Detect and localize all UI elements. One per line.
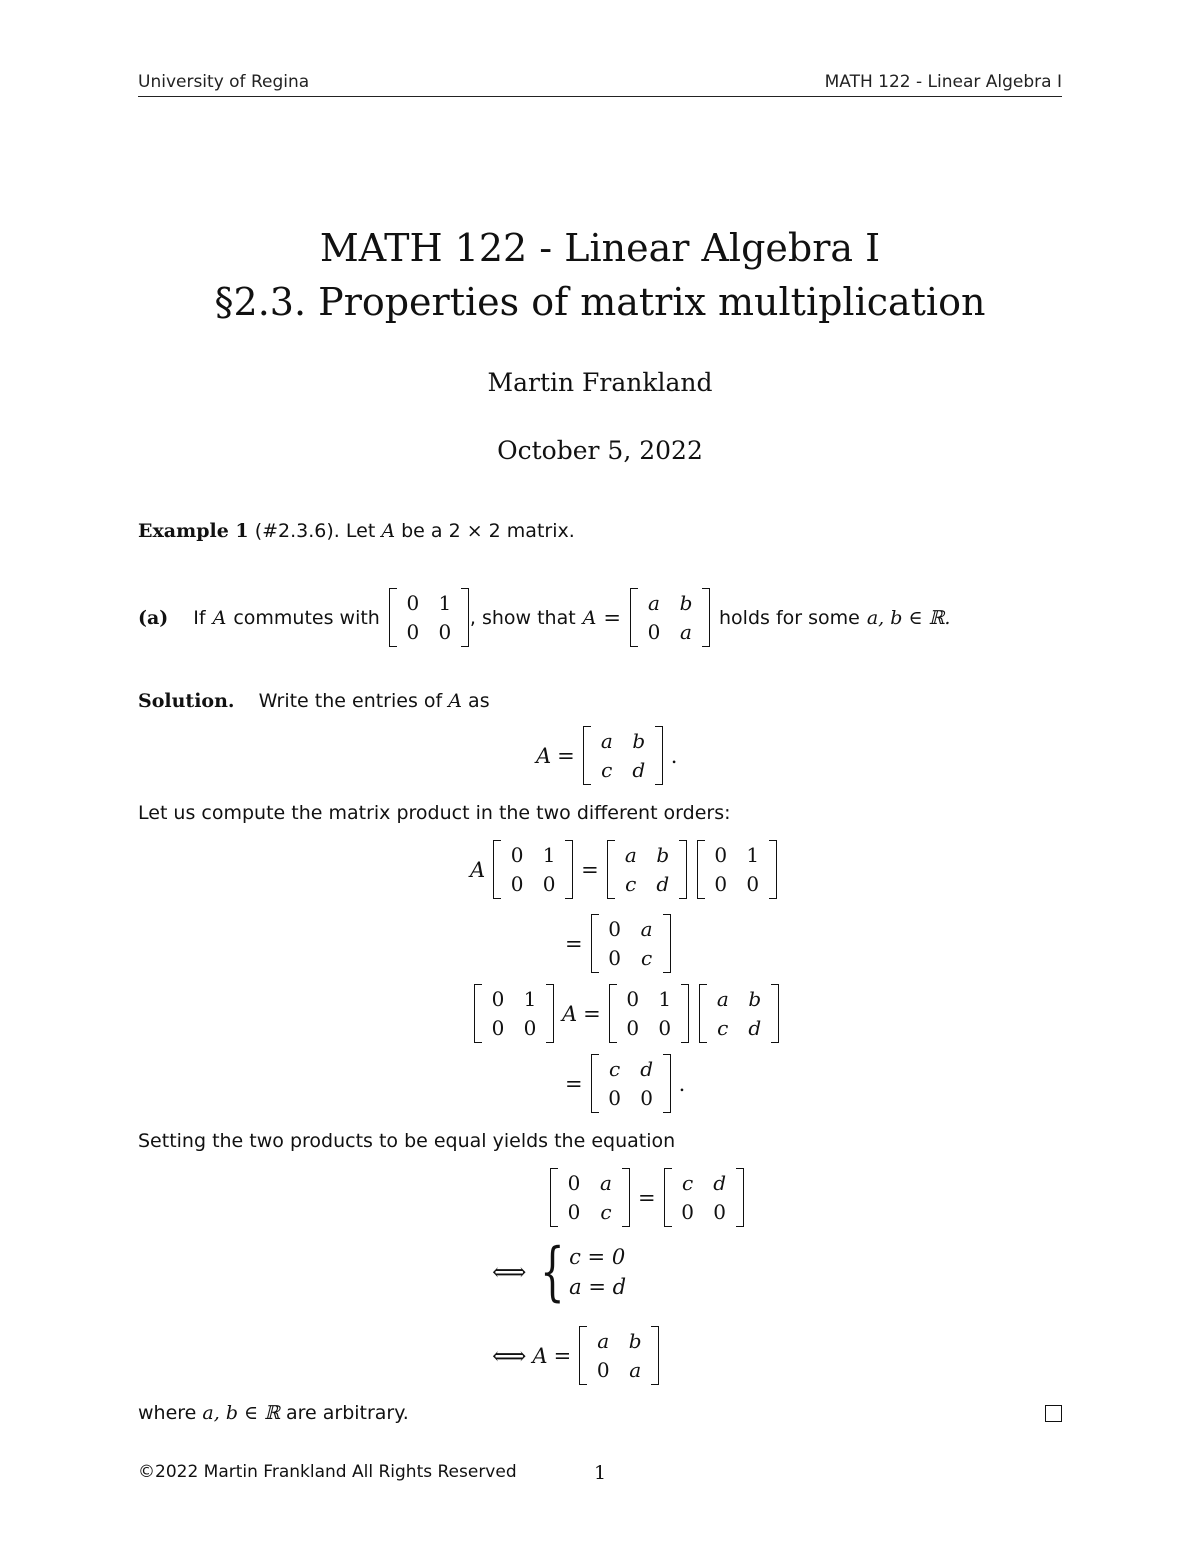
var-a: A bbox=[582, 606, 597, 629]
doc-title: MATH 122 - Linear Algebra I bbox=[319, 226, 881, 270]
page-number: 1 bbox=[594, 1462, 607, 1484]
matrix-na: c d 0 0 bbox=[591, 1054, 671, 1113]
matrix-n: 0 1 0 0 bbox=[389, 588, 469, 647]
equation-a-entries bbox=[536, 726, 677, 785]
solution-intro bbox=[138, 690, 490, 712]
final-text: are arbitrary. bbox=[285, 1402, 409, 1424]
part-a-label: (a) bbox=[138, 606, 169, 629]
part-a-text: commutes with bbox=[233, 606, 380, 629]
matrix-an: 0 a 0 c bbox=[591, 914, 671, 973]
compute-line: Let us compute the matrix product in the two different orders: bbox=[138, 802, 731, 824]
running-header-left: University of Regina bbox=[138, 72, 310, 92]
part-a-statement bbox=[138, 588, 950, 647]
equation-na-result bbox=[565, 1054, 685, 1113]
solution-label: Solution. bbox=[138, 690, 235, 712]
var-a: A bbox=[448, 690, 462, 712]
matrix-a-entries: a b c d bbox=[699, 984, 779, 1043]
equals-sign: = bbox=[565, 1071, 583, 1096]
matrix-n: 0 1 0 0 bbox=[474, 984, 554, 1043]
matrix-n: 0 1 0 0 bbox=[609, 984, 689, 1043]
final-line bbox=[138, 1402, 409, 1424]
equals-sign: = bbox=[581, 857, 599, 882]
equation-an bbox=[470, 840, 779, 899]
example-text-post: be a 2 × 2 matrix. bbox=[401, 520, 575, 542]
example-ref: (#2.3.6). bbox=[254, 520, 340, 542]
equation-na bbox=[472, 984, 781, 1043]
var-a: A bbox=[212, 606, 227, 629]
system-line: a = d bbox=[569, 1275, 627, 1299]
matrix-an: 0 a 0 c bbox=[550, 1168, 630, 1227]
system-line: c = 0 bbox=[569, 1245, 626, 1269]
var-a: A bbox=[532, 1343, 548, 1368]
matrix-a-entries: a b c d bbox=[607, 840, 687, 899]
var-a: A bbox=[470, 857, 486, 882]
example-text: Let bbox=[345, 520, 376, 542]
period: . bbox=[678, 1071, 686, 1096]
author: Martin Frankland bbox=[487, 368, 713, 397]
left-brace: { bbox=[540, 1235, 565, 1309]
example-heading bbox=[138, 520, 575, 542]
matrix-a-form: a b 0 a bbox=[579, 1326, 659, 1385]
running-header-right: MATH 122 - Linear Algebra I bbox=[824, 72, 1062, 92]
equals-sign: = bbox=[557, 743, 575, 768]
part-a-text: , show that bbox=[469, 606, 576, 629]
part-a-vars: a, b ∈ ℝ. bbox=[866, 606, 951, 629]
period: . bbox=[670, 743, 678, 768]
example-label: Example 1 bbox=[138, 520, 249, 542]
matrix-a-entries: a b c d bbox=[583, 726, 663, 785]
example-var: A bbox=[381, 520, 396, 542]
equals-sign: = bbox=[603, 605, 622, 630]
matrix-n: 0 1 0 0 bbox=[697, 840, 777, 899]
matrix-a-form: a b 0 a bbox=[630, 588, 710, 647]
equals-sign: = bbox=[638, 1185, 656, 1210]
var-a: A bbox=[562, 1001, 578, 1026]
equals-sign: = bbox=[565, 931, 583, 956]
part-a-text: If bbox=[193, 606, 206, 629]
setting-line: Setting the two products to be equal yields the equation bbox=[138, 1130, 676, 1152]
doc-subtitle: §2.3. Properties of matrix multiplication bbox=[214, 280, 986, 324]
matrix-n: 0 1 0 0 bbox=[493, 840, 573, 899]
copyright: ©2022 Martin Frankland All Rights Reserved bbox=[138, 1462, 517, 1482]
var-a: A bbox=[536, 743, 552, 768]
solution-text: as bbox=[468, 690, 490, 712]
equation-system bbox=[492, 1235, 627, 1309]
equals-sign: = bbox=[583, 1001, 601, 1026]
iff-symbol: ⟺ bbox=[492, 1258, 527, 1286]
equation-conclusion bbox=[492, 1326, 661, 1385]
solution-text: Write the entries of bbox=[258, 690, 443, 712]
date: October 5, 2022 bbox=[497, 436, 703, 465]
header-rule bbox=[138, 96, 1062, 97]
equation-equal-products bbox=[548, 1168, 746, 1227]
system-lines bbox=[569, 1245, 626, 1299]
part-a-text: holds for some bbox=[719, 606, 860, 629]
equals-sign: = bbox=[553, 1343, 572, 1368]
matrix-na: c d 0 0 bbox=[664, 1168, 744, 1227]
final-text: where bbox=[138, 1402, 197, 1424]
final-vars: a, b ∈ ℝ bbox=[202, 1402, 280, 1424]
iff-symbol: ⟺ bbox=[492, 1341, 527, 1370]
equation-an-result bbox=[565, 914, 673, 973]
qed-box-icon bbox=[1045, 1405, 1062, 1422]
